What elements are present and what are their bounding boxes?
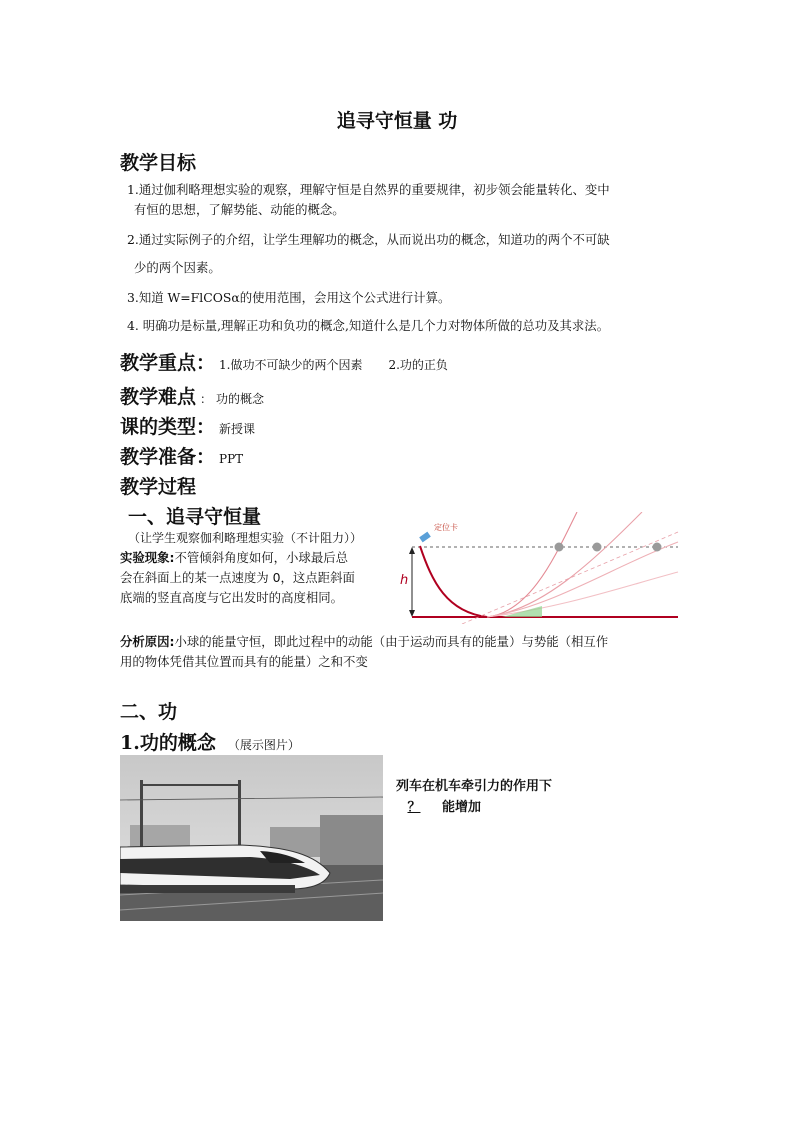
ball-1	[555, 543, 564, 552]
phenomenon-line-3: 底端的竖直高度与它出发时的高度相同。	[120, 590, 344, 605]
difficulty-colon: ：	[200, 392, 213, 406]
concept-row	[120, 728, 300, 755]
section1-heading: 一、追寻守恒量	[128, 506, 262, 528]
train-caption-blank: ？	[407, 800, 421, 815]
difficulty-row	[120, 382, 264, 409]
objective-line-4: 少的两个因素。	[134, 260, 221, 275]
prep-label: 教学准备：	[120, 446, 216, 468]
prep-value: PPT	[219, 452, 244, 466]
concept-note: （展示图片）	[227, 738, 300, 752]
phenomenon-label: 实验现象:	[120, 550, 175, 565]
objective-line-2: 有恒的思想，了解势能、动能的概念。	[134, 202, 345, 217]
train-caption-tail: 能增加	[442, 800, 482, 815]
process-heading: 教学过程	[120, 476, 197, 498]
incline-curve-1	[487, 512, 577, 617]
height-arrow-top-head	[409, 547, 415, 554]
analysis-line-1: 小球的能量守恒，即此过程中的动能（由于运动而具有的能量）与势能（相互作	[174, 634, 609, 649]
lesson-type-label: 课的类型：	[120, 416, 216, 438]
page-title: 追寻守恒量 功	[336, 110, 458, 132]
key-point-2: 2.功的正负	[388, 358, 448, 372]
galileo-experiment-figure	[392, 512, 682, 624]
section2-heading: 二、功	[120, 701, 178, 723]
analysis-line-2: 用的物体凭借其位置而具有的能量）之和不变	[120, 654, 368, 669]
angle-mark	[502, 606, 542, 617]
starting-ramp-curve	[420, 546, 487, 617]
analysis-label: 分析原因:	[120, 634, 175, 649]
section1-note: （让学生观察伽利略理想实验（不计阻力））	[128, 531, 363, 545]
height-arrow-bottom-head	[409, 610, 415, 617]
stop-label: 定位卡	[434, 523, 458, 532]
ball-2	[593, 543, 602, 552]
train-undercarriage	[120, 885, 295, 893]
phenomenon-block	[120, 548, 390, 608]
key-points-row	[120, 348, 448, 375]
objective-line-3: 2.通过实际例子的介绍，让学生理解功的概念，从而说出功的概念，知道功的两个不可缺	[127, 232, 610, 247]
incline-curve-2	[487, 512, 642, 617]
objective-line-5: 3.知道 W=FlCOSα的使用范围，会用这个公式进行计算。	[127, 290, 451, 305]
prep-row	[120, 442, 243, 469]
difficulty-label: 教学难点	[120, 386, 197, 408]
difficulty-value: 功的概念	[216, 392, 265, 406]
catenary-pole-2	[238, 780, 241, 850]
key-point-1: 1.做功不可缺少的两个因素	[219, 358, 363, 372]
key-points-label: 教学重点：	[120, 352, 216, 374]
stop-marker	[419, 532, 431, 543]
analysis-block	[120, 632, 680, 672]
train-photo	[120, 755, 383, 921]
building-right	[320, 815, 383, 865]
phenomenon-line-2: 会在斜面上的某一点速度为 0，这点距斜面	[120, 570, 355, 585]
phenomenon-line-1: 不管倾斜角度如何，小球最后总	[174, 550, 348, 565]
train-caption-line-2	[396, 796, 481, 815]
concept-heading: 1.功的概念	[120, 732, 216, 754]
ball-3	[653, 543, 662, 552]
objective-line-6: 4. 明确功是标量,理解正功和负功的概念,知道什么是几个力对物体所做的总功及其求法。	[127, 318, 610, 333]
objective-line-1: 1.通过伽利略理想实验的观察，理解守恒是自然界的重要规律，初步领会能量转化、变中	[127, 182, 610, 197]
lesson-type-row	[120, 412, 255, 439]
lesson-type-value: 新授课	[219, 422, 256, 436]
height-label: h	[400, 573, 409, 588]
train-caption-line-1: 列车在机车牵引力的作用下	[396, 779, 553, 794]
objectives-heading: 教学目标	[120, 152, 197, 174]
